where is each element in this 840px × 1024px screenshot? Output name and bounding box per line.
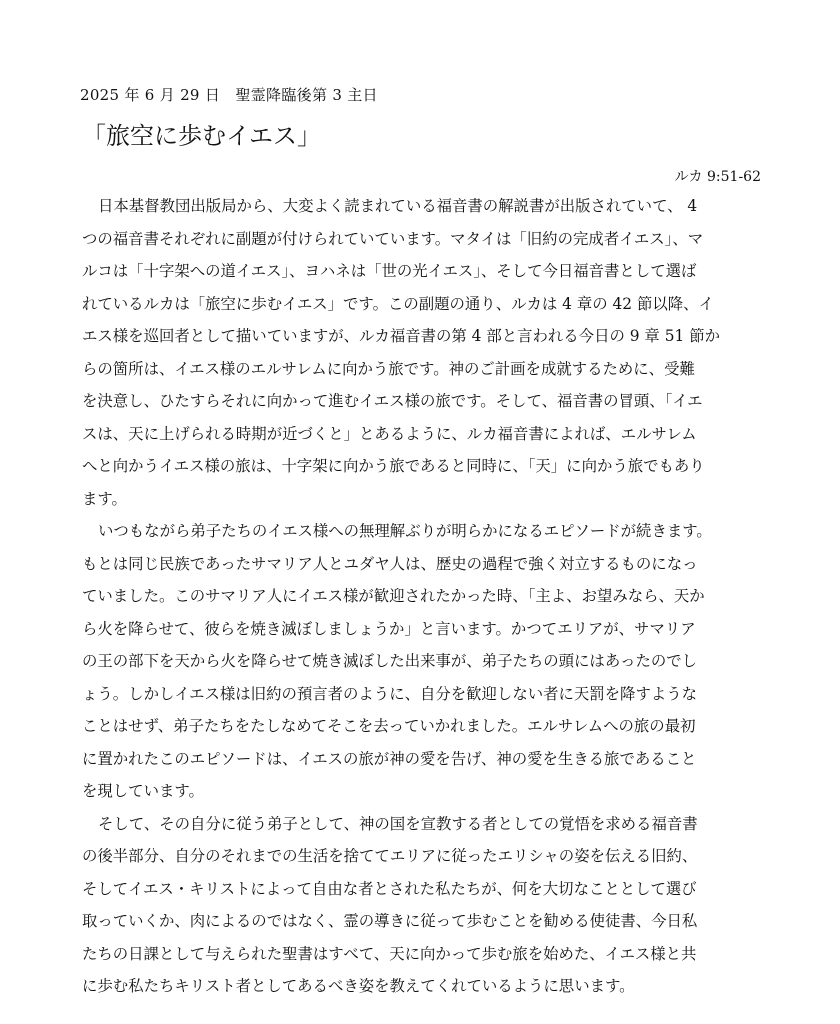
body-line: らの箇所は、イエス様のエルサレムに向かう旅です。神のご計画を成就するために、受難 [82, 359, 695, 378]
body-line: を現しています。 [82, 782, 204, 800]
body-line: ルコは「十字架への道イエス」、ヨハネは「世の光イエス」、そして今日福音書として選ば [82, 262, 697, 280]
body-line: ことはせず、弟子たちをたしなめてそこを去っていかれました。エルサレムへの旅の最初 [82, 717, 696, 735]
body-line: へと向かうイエス様の旅は、十字架に向かう旅であると同時に、「天」に向かう旅でもあり [82, 457, 705, 475]
body-line: ら火を降らせて、彼らを焼き滅ぼしましょうか」と言います。かつてエリアが、サマリア [82, 619, 696, 638]
body-line: ょう。しかしイエス様は旧約の預言者のように、自分を歓迎しない者に天罰を降すような [82, 684, 698, 703]
sermon-body [82, 190, 768, 1003]
body-line: つの福音書それぞれに副題が付けられていています。マタイは「旧約の完成者イエス」、マ [82, 229, 704, 248]
scripture-reference: ルカ 9:51-62 [674, 169, 761, 185]
body-line: そしてイエス・キリストによって自由な者とされた私たちが、何を大切なこととして選び [82, 879, 697, 898]
body-line: そして、その自分に従う弟子として、神の国を宣教する者としての覚悟を求める福音書 [98, 814, 698, 833]
body-line: 取っていくか、肉によるのではなく、霊の導きに従って歩むことを勧める使徒書、今日私 [82, 912, 698, 930]
body-line: もとは同じ民族であったサマリア人とユダヤ人は、歴史の過程で強く対立するものになっ [82, 554, 698, 573]
body-line: の王の部下を天から火を降らせて焼き滅ぼした出来事が、弟子たちの頭にはあったのでし [82, 652, 698, 670]
body-line: いつもながら弟子たちのイエス様への無理解ぶりが明らかになるエピソードが続きます。 [98, 522, 712, 540]
body-line: に置かれたこのエピソードは、イエスの旅が神の愛を告げ、神の愛を生きる旅であること [82, 749, 697, 768]
sermon-title: 「旅空に歩むイエス」 [82, 122, 322, 150]
body-line: スは、天に上げられる時期が近づくと」とあるように、ルカ福音書によれば、エルサレム [82, 424, 697, 443]
body-line: エス様を巡回者として描いていますが、ルカ福音書の第 4 部と言われる今日の 9 章 51 節か [82, 327, 720, 345]
date-line: 2025 年 6 月 29 日 聖霊降臨後第 3 主日 [80, 86, 378, 104]
body-line: を決意し、ひたすらそれに向かって進むイエス様の旅です。そして、福音書の冒頭、「イエ [82, 392, 703, 410]
body-line: ます。 [82, 489, 127, 508]
body-line: の後半部分、自分のそれまでの生活を捨ててエリアに従ったエリシャの姿を伝える旧約、 [82, 847, 698, 865]
body-line: 日本基督教団出版局から、大変よく読まれている福音書の解説書が出版されていて、 4 [98, 197, 698, 215]
body-line: に歩む私たちキリスト者としてあるべき姿を教えてくれているように思います。 [82, 977, 635, 995]
body-line: たちの日課として与えられた聖書はすべて、天に向かって歩む旅を始めた、イエス様と共 [82, 944, 697, 963]
body-line: れているルカは「旅空に歩むイエス」です。この副題の通り、ルカは 4 章の 42 節以降、イ [82, 294, 714, 313]
body-line: ていました。このサマリア人にイエス様が歓迎されたかった時、「主よ、お望みなら、天か [82, 587, 705, 605]
